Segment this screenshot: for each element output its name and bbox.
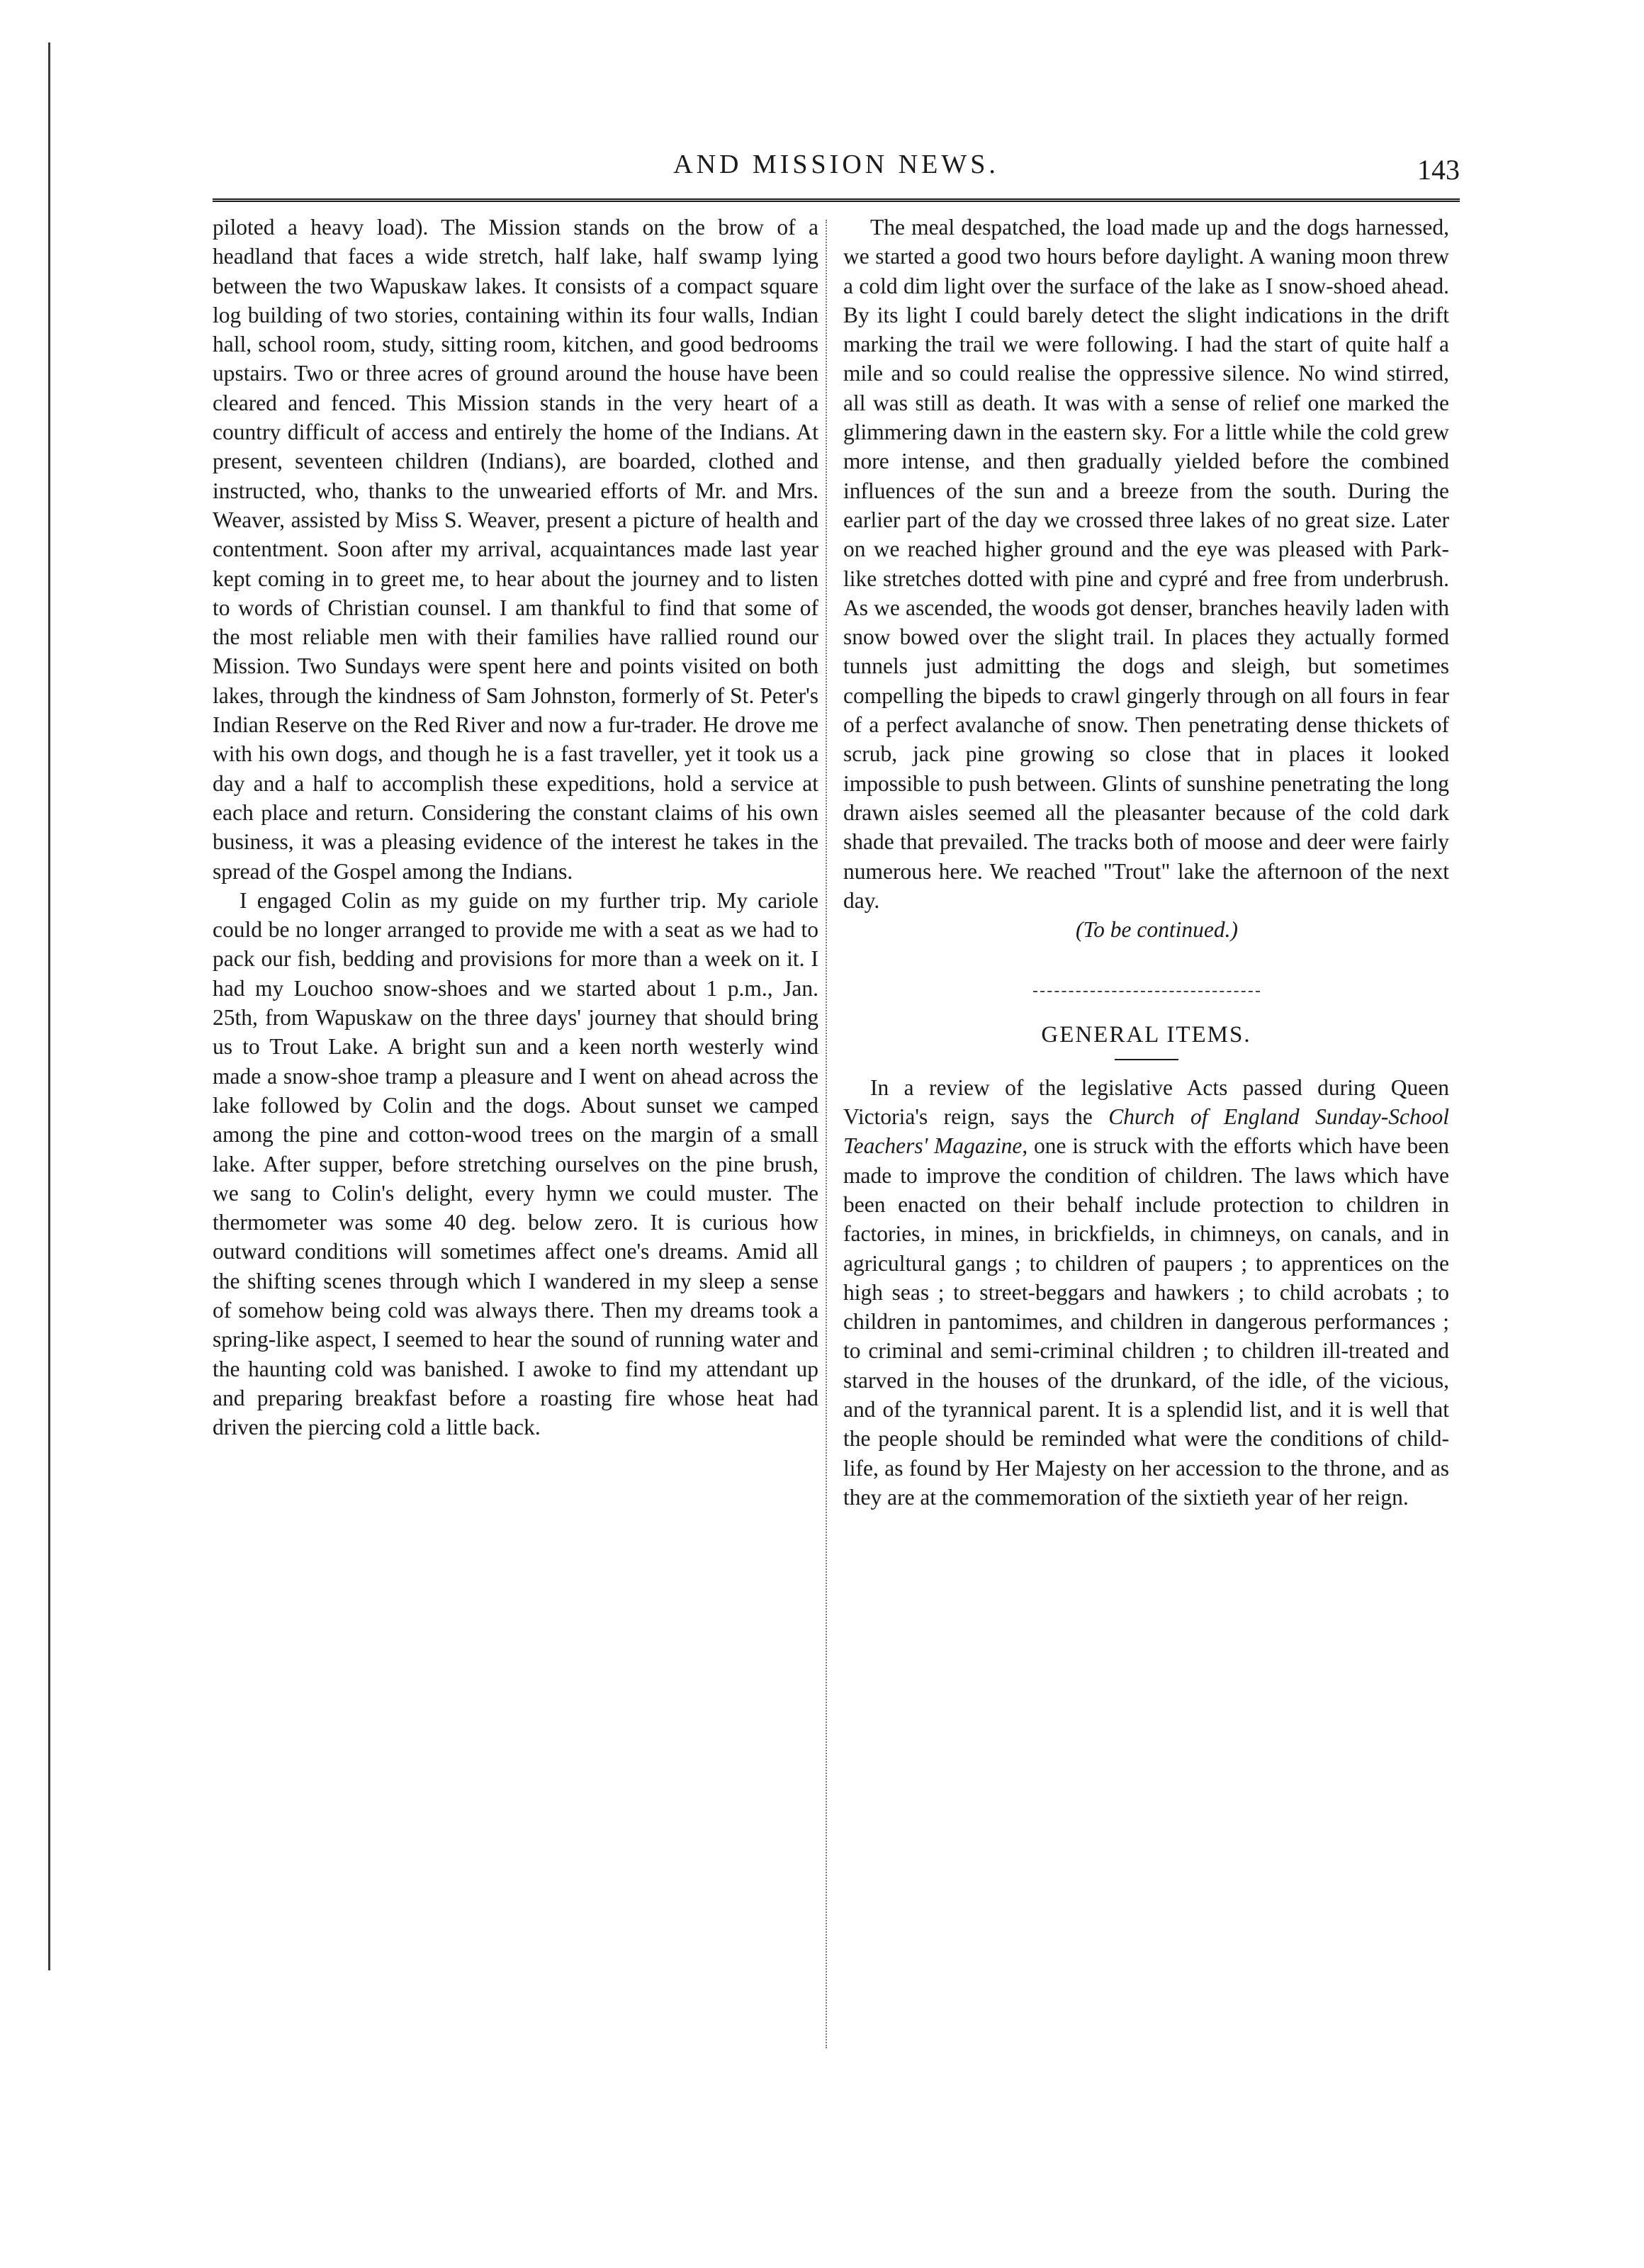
heading-rule xyxy=(1115,1059,1178,1060)
page-header xyxy=(213,149,1460,191)
items-text-after: , one is struck with the efforts which have been made to improve the condition of children. The laws which have been enacted on their behalf include protection to children in factories, in mines, in brickfields, in chimneys, on canals, and in agricultural gangs ; to children of paupers ; to apprentices on the high seas ; to street-beggars and hawkers ; to child acrobats ; to children in pantomimes, and children in dangerous performances ; to criminal and semi-criminal children ; to children ill-treated and starved in the houses of the drunkard, of the idle, of the vicious, and of the tyrannical parent. It is a splendid list, and it is well that the people should be reminded what were the conditions of child-life, as found by Her Majesty on her accession to the throne, and as they are at the commemoration of the sixtieth year of her reign. xyxy=(843,1133,1449,1510)
left-paragraph-1: piloted a heavy load). The Mission stands on the brow of a headland that faces a wide stretch, half lake, half swamp lying between the two Wapuskaw lakes. It consists of a compact square log building of two stories, containing within its four walls, Indian hall, school room, study, sitting room, kitchen, and good bedrooms upstairs. Two or three acres of ground around the house have been cleared and fenced. This Mission stands in the very heart of a country difficult of access and entirely the home of the Indians. At present, seventeen children (Indians), are boarded, clothed and instructed, who, thanks to the unwearied efforts of Mr. and Mrs. Weaver, assisted by Miss S. Weaver, present a picture of health and contentment. Soon after my arrival, acquaintances made last year kept coming in to greet me, to hear about the journey and to listen to words of Christian counsel. I am thankful to find that some of the most reliable men with their families have rallied round our Mission. Two Sundays were spent here and points visited on both lakes, through the kindness of Sam Johnston, formerly of St. Peter's Indian Reserve on the Red River and now a fur-trader. He drove me with his own dogs, and though he is a fast traveller, yet it took us a day and a half to accomplish these expeditions, hold a service at each place and return. Considering the constant claims of his own business, it was a pleasing evidence of the interest he takes in the spread of the Gospel among the Indians. xyxy=(213,215,818,884)
right-column xyxy=(843,213,1449,1512)
to-be-continued-note: (To be continued.) xyxy=(1076,917,1238,943)
header-rule xyxy=(213,198,1460,202)
page-binding-edge xyxy=(48,43,50,1970)
right-paragraph-1: The meal despatched, the load made up and the dogs harnessed, we started a good two hours before daylight. A waning moon threw a cold dim light over the surface of the lake as I snow-shoed ahead. By its light I could barely detect the slight indications in the drift marking the trail we were following. I had the start of quite half a mile and so could realise the oppressive silence. No wind stirred, all was still as death. It was with a sense of relief one marked the glimmering dawn in the eastern sky. For a little while the cold grew more intense, and then gradually yielded before the combined influences of the sun and a breeze from the south. During the earlier part of the day we crossed three lakes of no great size. Later on we reached higher ground and the eye was pleased with Park-like stretches dotted with pine and cypré and free from underbrush. As we ascended, the woods got denser, branches heavily laden with snow bowed over the slight trail. In places they actually formed tunnels just admitting the dogs and sleigh, but sometimes compelling the bipeds to crawl gingerly through on all fours in fear of a perfect avalanche of snow. Then penetrating dense thickets of scrub, jack pine growing so close that in places it looked impossible to push between. Glints of sunshine penetrating the long drawn aisles seemed all the pleasanter because of the cold dark shade that prevailed. The tracks both of moose and deer were fairly numerous here. We reached "Trout" lake the afternoon of the next day. xyxy=(843,215,1449,913)
items-text-before: In a review of the legislative Acts passed during Queen Victoria's reign, says the xyxy=(843,1074,1449,1130)
left-paragraph-2: I engaged Colin as my guide on my further trip. My cariole could be no longer arranged to provide me with a seat as we had to pack our fish, bedding and provisions for more than a week on it. I had my Louchoo snow-shoes and we started about 1 p.m., Jan. 25th, from Wapuskaw on the three days' journey that should bring us to Trout Lake. A bright sun and a keen north westerly wind made a snow-shoe tramp a pleasure and I went on ahead across the lake followed by Colin and the dogs. About sunset we camped among the pine and cotton-wood trees on the margin of a small lake. After supper, before stretching ourselves on the pine brush, we sang to Colin's delight, every hymn we could muster. The thermometer was some 40 deg. below zero. It is curious how outward conditions will sometimes affect one's dreams. Amid all the shifting scenes through which I wandered in my sleep a sense of somehow being cold was always there. Then my dreams took a spring-like aspect, I seemed to hear the sound of running water and the haunting cold was banished. I awoke to find my attendant up and preparing breakfast before a roasting fire whose heat had driven the piercing cold a little back. xyxy=(213,887,818,1440)
column-divider xyxy=(826,220,827,2048)
running-title: AND MISSION NEWS. xyxy=(673,150,999,179)
left-column xyxy=(213,213,818,1442)
page-number: 143 xyxy=(1417,154,1460,186)
magazine-title: Church of England Sunday-School Teachers' Magazine xyxy=(843,1104,1450,1159)
section-divider xyxy=(1033,991,1260,997)
section-heading: GENERAL ITEMS. xyxy=(1041,1022,1251,1048)
general-items-paragraph xyxy=(843,1073,1449,1512)
